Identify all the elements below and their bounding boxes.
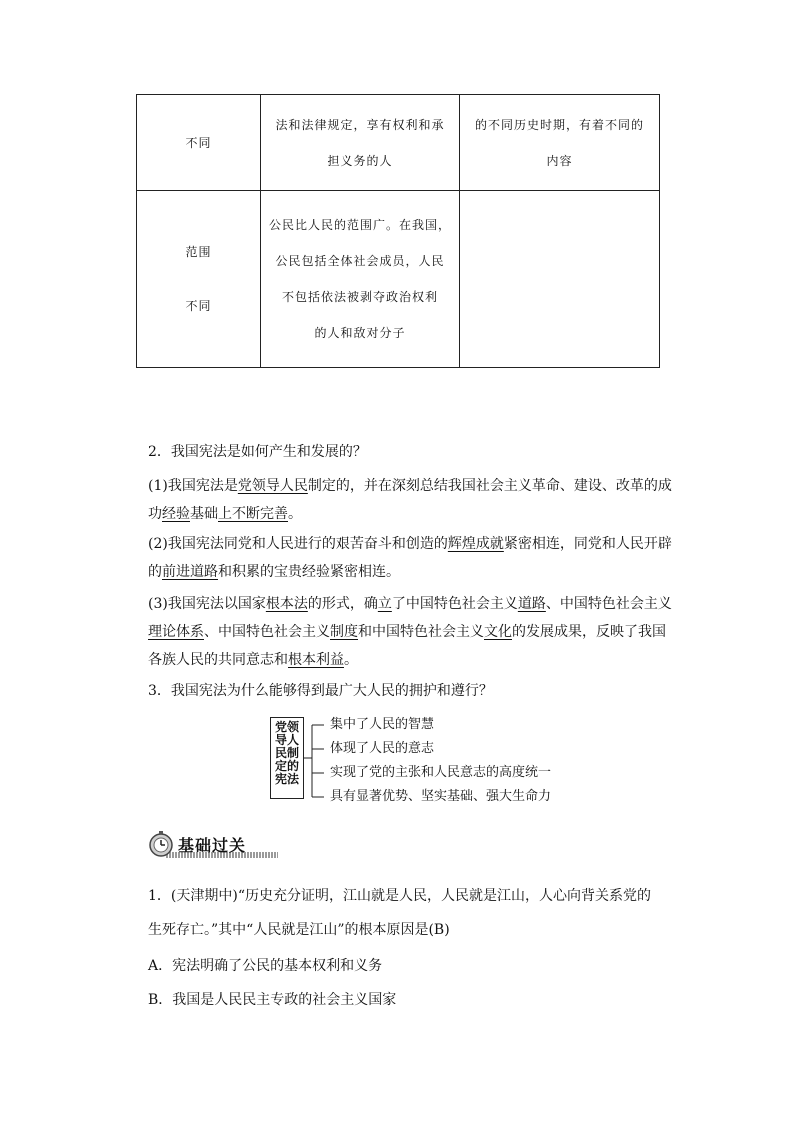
cell-line: 不包括依法被剥夺政治权利 [281,290,438,304]
exercise-1-line-2: 生死存亡。”其中“人民就是江山”的根本原因是(B) [148,922,450,938]
table-cell [261,191,460,368]
underlined-text: 上不断完善 [218,506,288,522]
text: 、中国特色社会主义 [204,624,330,640]
underlined-text: 经验 [162,506,190,522]
question-2-para-1 [148,472,678,528]
underlined-text: 制度 [330,624,358,640]
table-cell [261,95,460,191]
exercise-1-line-1: 1．(天津期中)“历史充分证明，江山就是人民，人民就是江山，人心向背关系党的 [148,888,651,904]
table-row [137,95,660,191]
underlined-text: 立 [377,596,392,612]
text: 。 [288,506,302,522]
diagram-item: 体现了人民的意志 [330,741,435,756]
cell-line: 的人和敌对分子 [314,326,406,340]
cell-line: 的不同历史时期，有着不同的 [474,117,644,132]
underlined-text: 理论体系 [148,624,204,640]
option-b: B．我国是人民民主专政的社会主义国家 [148,992,397,1008]
text: 紧密相连，同党和人民开辟的 [148,536,672,580]
section-banner [148,830,280,860]
comparison-table [136,94,660,368]
text: 基础 [190,506,218,522]
row-label: 不同 [137,95,261,191]
cell-line: 公民比人民的范围广。在我国， [268,218,451,232]
underlined-text: 辉煌成就 [447,536,504,552]
text: (1)我国宪法是 [148,478,238,494]
text: 和中国特色社会主义 [358,624,484,640]
text: 和积累的宝贵经验紧密相连。 [218,564,400,580]
cell-line: 担义务的人 [327,153,393,168]
cell-line: 公民包括全体社会成员，人民 [275,254,445,268]
text: 、中国特色社会主义 [545,596,672,612]
option-a: A．宪法明确了公民的基本权利和义务 [148,958,383,974]
underlined-text: 道路 [517,596,546,612]
stopwatch-icon [148,830,176,858]
diagram-item: 具有显著优势、坚实基础、强大生命力 [330,789,552,804]
text: 的发展成果，反映了我国各族人民的共同意志和 [148,624,666,668]
question-2-para-2 [148,530,678,586]
underlined-text: 文化 [484,624,512,640]
text: 制定的，并在深刻总结我国社会主义革命、建设、改革的成功 [148,478,672,522]
section-title: 基础过关 [178,836,247,855]
text: (3)我国宪法以国家 [148,596,266,612]
row-label [137,191,261,368]
question-2-title: 2．我国宪法是如何产生和发展的？ [148,444,367,460]
underlined-text: 前进道路 [162,564,218,580]
diagram-item: 集中了人民的智慧 [330,717,435,732]
text: (2)我国宪法同党和人民进行的艰苦奋斗和创造的 [148,536,448,552]
diagram-box [270,717,304,799]
text: 。 [344,652,358,668]
cell-line: 法和法律规定，享有权利和承 [275,117,445,132]
diagram-box-label: 党领导人民制定的宪法 [274,720,299,786]
brace-diagram [270,717,570,809]
table-row [137,191,660,368]
text: 了中国特色社会主义 [391,596,518,612]
cell-line: 范围 [185,245,212,259]
cell-line: 内容 [546,153,573,168]
question-2-para-3 [148,590,678,674]
table-cell-empty [460,191,660,368]
table-cell [460,95,660,191]
cell-line: 不同 [185,299,212,313]
underlined-text: 根本利益 [288,652,344,668]
diagram-item: 实现了党的主张和人民意志的高度统一 [330,765,552,780]
underlined-text: 根本法 [265,596,308,612]
text: 的形式，确 [307,596,378,612]
question-3-title: 3．我国宪法为什么能够得到最广大人民的拥护和遵行？ [148,683,493,699]
underlined-text: 党领导人民 [237,478,308,494]
